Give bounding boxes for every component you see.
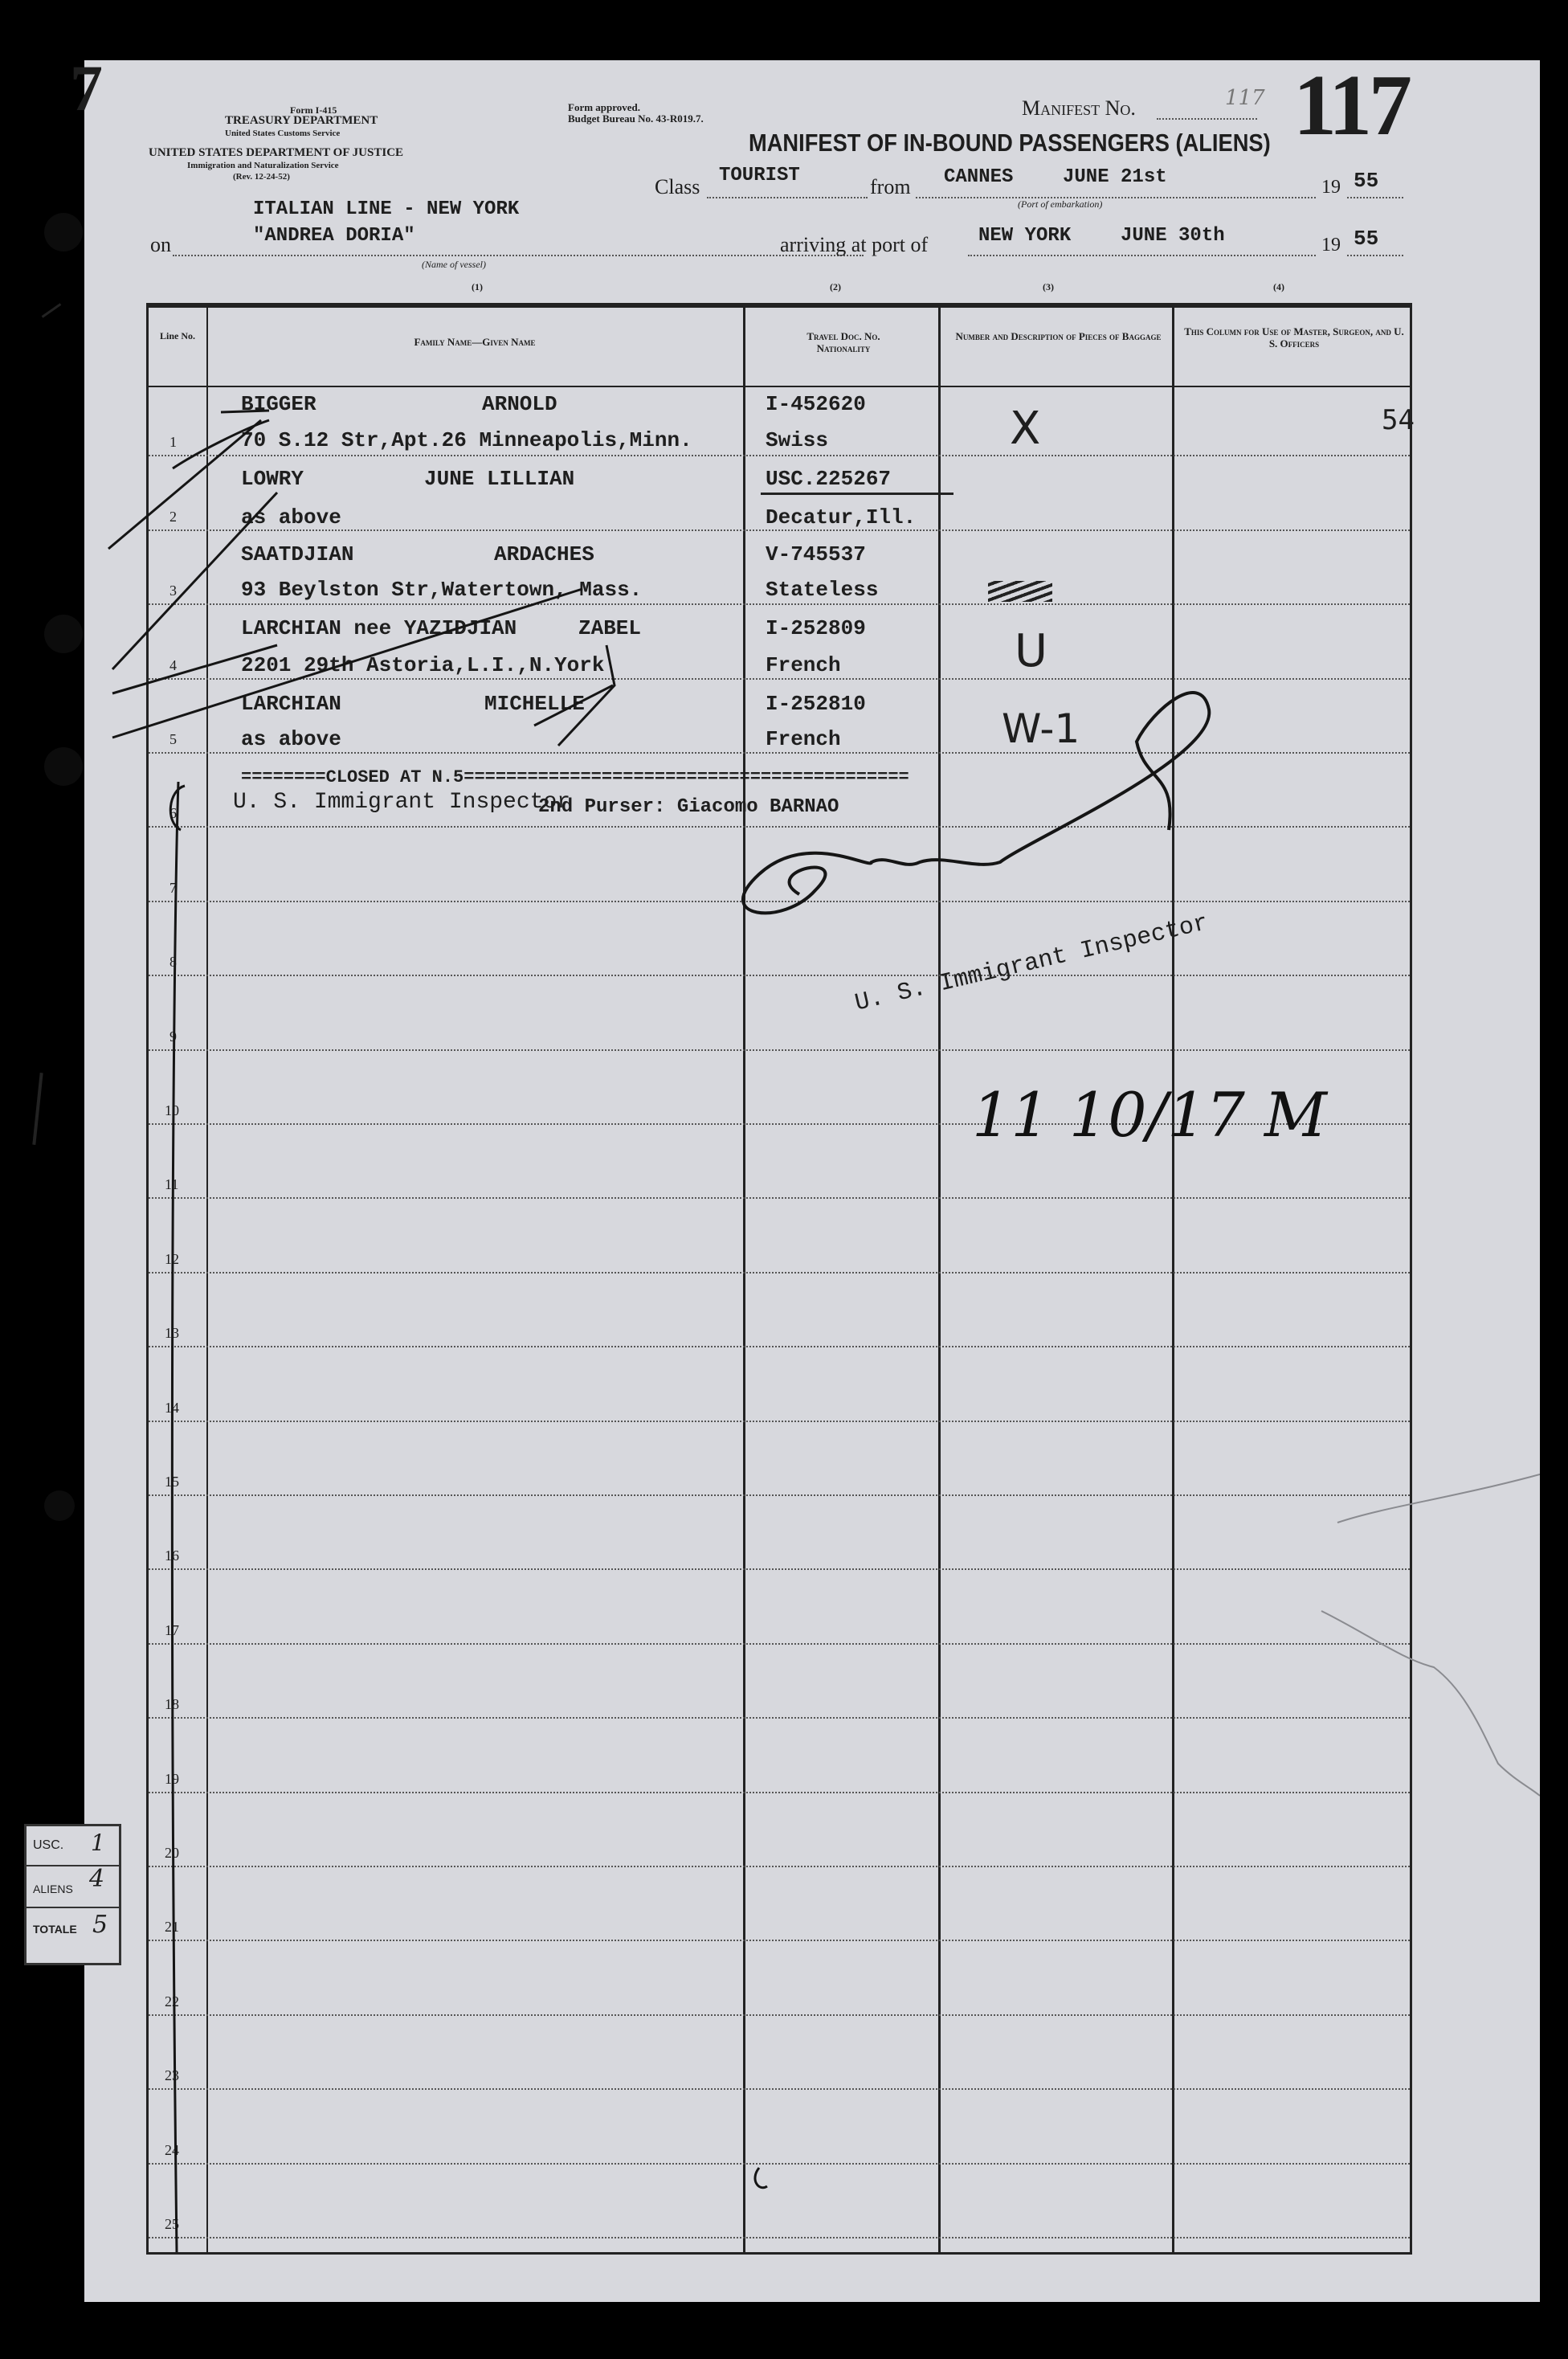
arrival-date: JUNE 30th xyxy=(1121,225,1225,247)
col-head-baggage: Number and Description of Pieces of Baggage xyxy=(955,330,1162,342)
officer-signature xyxy=(743,693,1209,913)
line-number: 14 xyxy=(165,1399,179,1416)
corner-number-left: 7 xyxy=(70,51,103,125)
row5-doc: I-252810 xyxy=(766,692,866,716)
row3-nationality: Stateless xyxy=(766,578,879,602)
on-label: on xyxy=(150,233,171,256)
row5-family: LARCHIAN xyxy=(241,692,341,716)
margin-dash-top xyxy=(42,303,62,318)
check-mark-5 xyxy=(112,589,582,738)
form-approved: Form approved. xyxy=(568,101,641,113)
row2-given: JUNE LILLIAN xyxy=(424,467,575,491)
line-number: 22 xyxy=(165,1993,179,2009)
tally-usc-value: 1 xyxy=(91,1830,105,1856)
margin-bracket xyxy=(172,782,178,2252)
tally-aliens-label: ALIENS xyxy=(33,1883,73,1895)
tally-box xyxy=(24,1824,121,1965)
punch-hole-4 xyxy=(44,1490,75,1521)
port-embarkation: CANNES xyxy=(944,166,1014,188)
row1-address: 70 S.12 Str,Apt.26 Minneapolis,Minn. xyxy=(241,428,692,452)
manifest-no-handwritten: 117 xyxy=(1225,86,1265,110)
line-company: ITALIAN LINE - NEW YORK xyxy=(253,198,520,220)
row1-doc: I-452620 xyxy=(766,392,866,416)
margin-note: 54 xyxy=(1382,404,1415,436)
row3-family: SAATDJIAN xyxy=(241,542,354,566)
tally-usc-label: USC. xyxy=(33,1838,64,1852)
check-mark-1 xyxy=(173,411,269,468)
line-number: 3 xyxy=(169,583,177,599)
line-number: 25 xyxy=(165,2216,179,2232)
manifest-table xyxy=(146,303,1412,2255)
vessel-name: "ANDREA DORIA" xyxy=(253,225,415,247)
line-number: 21 xyxy=(165,1919,179,1936)
arrival-port: NEW YORK xyxy=(978,225,1072,247)
row4-baggage: U xyxy=(1015,625,1047,677)
manifest-sheet xyxy=(33,51,1540,2302)
row4-nationality: French xyxy=(766,653,841,677)
tally-usc-rule xyxy=(27,1865,119,1866)
line-number: 13 xyxy=(165,1325,179,1342)
ink-marks xyxy=(149,308,1410,2252)
row1-family: BIGGER xyxy=(241,392,316,416)
row3-given: ARDACHES xyxy=(494,542,594,566)
line-number: 17 xyxy=(165,1621,179,1638)
pen-line-24 xyxy=(755,2168,767,2188)
col-head-line: Line No. xyxy=(159,330,195,341)
row5-given: MICHELLE xyxy=(484,692,585,716)
port-embark-caption: (Port of embarkation) xyxy=(1018,198,1103,210)
punch-hole-3 xyxy=(44,747,83,786)
tally-aliens-rule xyxy=(27,1907,119,1908)
manifest-no-underline xyxy=(1157,118,1257,120)
col-head-officers: This Column for Use of Master, Surgeon, and U. S. Officers xyxy=(1184,325,1404,350)
col-head-travel: Travel Doc. No. Nationality xyxy=(806,330,880,354)
inspector-line: U. S. Immigrant Inspector xyxy=(233,790,571,815)
row2-doc: USC.225267 xyxy=(766,467,892,491)
tally-total-label: TOTALE xyxy=(33,1923,77,1936)
punch-hole-1 xyxy=(44,213,83,251)
punch-hole-2 xyxy=(44,615,83,653)
tally-aliens-value: 4 xyxy=(89,1865,105,1893)
inspector-stamp: U. S. Immigrant Inspector xyxy=(852,910,1211,1018)
row4-family: LARCHIAN nee YAZIDJIAN xyxy=(241,616,517,640)
embark-year-underline xyxy=(1347,197,1403,198)
manifest-title: MANIFEST OF IN-BOUND PASSENGERS (ALIENS) xyxy=(749,129,1271,157)
closed-line: ========CLOSED AT N.5========================================== xyxy=(241,767,909,787)
row5-baggage: W-1 xyxy=(1002,705,1080,752)
line-number: 7 xyxy=(169,879,177,896)
row5-address: as above xyxy=(241,727,341,751)
line-number: 23 xyxy=(165,2067,179,2084)
line-number: 11 xyxy=(165,1176,179,1193)
col-index-3: (3) xyxy=(1043,281,1054,292)
line-number: 9 xyxy=(169,1028,177,1045)
ins-service: Immigration and Naturalization Service xyxy=(187,161,339,170)
arrival-year: 55 xyxy=(1354,227,1379,251)
row2-family: LOWRY xyxy=(241,467,304,491)
line-number: 8 xyxy=(169,954,177,971)
class-value: TOURIST xyxy=(719,165,800,186)
check-mark-2 xyxy=(108,420,261,549)
justice-dept: UNITED STATES DEPARTMENT OF JUSTICE xyxy=(149,146,404,159)
arrival-year-prefix: 19 xyxy=(1321,235,1341,256)
row1-given: ARNOLD xyxy=(482,392,557,416)
arriving-label: arriving at port of xyxy=(780,233,929,256)
row5-nationality: French xyxy=(766,727,841,751)
form-id: Form I-415 xyxy=(290,104,337,116)
embark-underline xyxy=(916,197,1316,198)
from-label: from xyxy=(870,175,911,198)
embark-year-prefix: 19 xyxy=(1321,177,1341,198)
line-number: 16 xyxy=(165,1547,179,1564)
tally-total-value: 5 xyxy=(92,1911,108,1939)
row4-given: ZABEL xyxy=(578,616,642,640)
row3-doc: V-745537 xyxy=(766,542,866,566)
line-number: 1 xyxy=(169,434,177,451)
embark-date: JUNE 21st xyxy=(1063,166,1167,188)
treasury-dept: TREASURY DEPARTMENT xyxy=(225,114,378,127)
col-index-4: (4) xyxy=(1273,281,1284,292)
line-number: 12 xyxy=(165,1250,179,1267)
line-number: 2 xyxy=(169,508,177,525)
check-mark-4 xyxy=(112,645,277,693)
handwritten-time: 11 10/17 M xyxy=(972,1079,1327,1151)
col-head-name: Family Name—Given Name xyxy=(414,336,536,348)
row1-nationality: Swiss xyxy=(766,428,829,452)
budget-bureau: Budget Bureau No. 43-R019.7. xyxy=(568,112,704,125)
class-label: Class xyxy=(655,175,700,198)
purser-line: 2nd Purser: Giacomo BARNAO xyxy=(538,796,839,818)
row2-nationality: Decatur,Ill. xyxy=(766,505,917,529)
line-number: 18 xyxy=(165,1696,179,1713)
embark-year: 55 xyxy=(1354,169,1379,193)
customs-service: United States Customs Service xyxy=(225,129,341,138)
vessel-caption: (Name of vessel) xyxy=(422,259,486,270)
line-number: 4 xyxy=(169,656,177,673)
row1-baggage: X xyxy=(1010,403,1041,455)
arrival-underline xyxy=(968,255,1316,256)
row2-address: as above xyxy=(241,505,341,529)
margin-tick xyxy=(32,1073,43,1145)
vessel-underline xyxy=(173,255,864,256)
class-underline xyxy=(707,197,868,198)
line-number: 5 xyxy=(169,731,177,747)
line-number: 6 xyxy=(169,805,177,822)
row4-doc: I-252809 xyxy=(766,616,866,640)
line-number: 24 xyxy=(165,2141,179,2158)
manifest-label: Manifest No. xyxy=(1022,96,1136,120)
bracket-mark xyxy=(534,645,615,746)
row3-address: 93 Beylston Str,Watertown, Mass. xyxy=(241,578,643,602)
form-revision: (Rev. 12-24-52) xyxy=(233,172,290,182)
line-number: 20 xyxy=(165,1845,179,1861)
arrival-year-underline xyxy=(1347,255,1403,256)
check-mark-3 xyxy=(112,493,277,669)
line-number: 10 xyxy=(165,1102,179,1118)
col-index-1: (1) xyxy=(472,281,483,292)
line-number: 15 xyxy=(165,1474,179,1490)
row4-address: 2201 29th Astoria,L.I.,N.York xyxy=(241,653,605,677)
col-index-2: (2) xyxy=(830,281,841,292)
line-number: 19 xyxy=(165,1770,179,1787)
manifest-no-stamp: 117 xyxy=(1293,58,1410,153)
